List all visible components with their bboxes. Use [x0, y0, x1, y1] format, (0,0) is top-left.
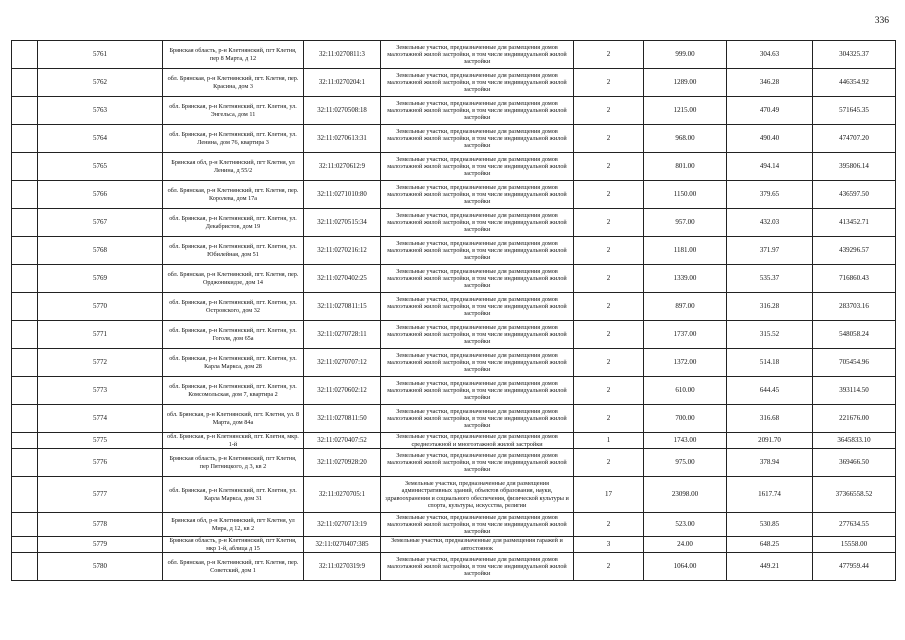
cadastral-value-cell: 436597.50: [813, 181, 896, 209]
unit-value-cell: 648.25: [727, 537, 813, 553]
land-use-cell: Земельные участки, предназначенные для размещения домов малоэтажной жилой застройки, в том числе индивидуальной жилой застройки: [381, 405, 574, 433]
blank-cell: [12, 41, 38, 69]
blank-cell: [12, 433, 38, 449]
cadastral-number-cell: 32:11:0270216:12: [304, 237, 381, 265]
land-use-cell: Земельные участки, предназначенные для размещения домов малоэтажной жилой застройки, в том числе индивидуальной жилой застройки: [381, 181, 574, 209]
area-cell: 700.00: [644, 405, 727, 433]
blank-cell: [12, 405, 38, 433]
row-number: 5776: [38, 449, 163, 477]
unit-value-cell: 304.63: [727, 41, 813, 69]
cadastral-value-cell: 548058.24: [813, 321, 896, 349]
address-cell: обл. Брянская, р-н Клетнянский, пгт. Клетня, ул. Карла Маркса, дом 28: [163, 349, 304, 377]
cadastral-value-cell: 446354.92: [813, 69, 896, 97]
land-use-cell: Земельные участки, предназначенные для размещения домов малоэтажной жилой застройки, в том числе индивидуальной жилой застройки: [381, 69, 574, 97]
table-row: [12, 125, 896, 153]
land-use-cell: Земельные участки, предназначенные для размещения домов малоэтажной жилой застройки, в том числе индивидуальной жилой застройки: [381, 265, 574, 293]
area-cell: 1289.00: [644, 69, 727, 97]
group-code-cell: 17: [574, 477, 644, 513]
table-row: [12, 405, 896, 433]
unit-value-cell: 514.18: [727, 349, 813, 377]
table-row: [12, 209, 896, 237]
cadastral-number-cell: 32:11:0270402:25: [304, 265, 381, 293]
address-cell: Брянская область, р-н Клетнянский, пгт Клетня, пер 8 Марта, д 12: [163, 41, 304, 69]
table-row: [12, 41, 896, 69]
unit-value-cell: 535.37: [727, 265, 813, 293]
area-cell: 23098.00: [644, 477, 727, 513]
land-use-cell: Земельные участки, предназначенные для размещения домов среднеэтажной и многоэтажной жилой застройки: [381, 433, 574, 449]
unit-value-cell: 449.21: [727, 553, 813, 581]
table-row: [12, 181, 896, 209]
group-code-cell: 2: [574, 349, 644, 377]
area-cell: 1339.00: [644, 265, 727, 293]
group-code-cell: 2: [574, 97, 644, 125]
land-use-cell: Земельные участки, предназначенные для размещения домов малоэтажной жилой застройки, в том числе индивидуальной жилой застройки: [381, 321, 574, 349]
land-use-cell: Земельные участки, предназначенные для размещения домов малоэтажной жилой застройки, в том числе индивидуальной жилой застройки: [381, 377, 574, 405]
address-cell: обл. Брянская, р-н Клетнянский, пгт. Клетня, пер. Советский, дом 1: [163, 553, 304, 581]
cadastral-number-cell: 32:11:0270613:31: [304, 125, 381, 153]
row-number: 5761: [38, 41, 163, 69]
blank-cell: [12, 125, 38, 153]
group-code-cell: 2: [574, 237, 644, 265]
land-use-cell: Земельные участки, предназначенные для размещения домов малоэтажной жилой застройки, в том числе индивидуальной жилой застройки: [381, 209, 574, 237]
group-code-cell: 2: [574, 293, 644, 321]
land-use-cell: Земельные участки, предназначенные для размещения домов малоэтажной жилой застройки, в том числе индивидуальной жилой застройки: [381, 237, 574, 265]
area-cell: 801.00: [644, 153, 727, 181]
land-registry-table: [11, 40, 896, 581]
table-row: [12, 349, 896, 377]
blank-cell: [12, 449, 38, 477]
land-use-cell: Земельные участки, предназначенные для размещения гаражей и автостоянок: [381, 537, 574, 553]
area-cell: 1372.00: [644, 349, 727, 377]
blank-cell: [12, 237, 38, 265]
row-number: 5770: [38, 293, 163, 321]
address-cell: обл. Брянская, р-н Клетнянский, пгт. Клетня, ул. Островского, дом 32: [163, 293, 304, 321]
row-number: 5762: [38, 69, 163, 97]
cadastral-number-cell: 32:11:0270508:18: [304, 97, 381, 125]
address-cell: обл. Брянская, р-н Клетнянский, пгт. Клетня, ул. Юбилейная, дом 51: [163, 237, 304, 265]
blank-cell: [12, 265, 38, 293]
area-cell: 523.00: [644, 513, 727, 537]
row-number: 5773: [38, 377, 163, 405]
page-number: 336: [874, 16, 889, 26]
unit-value-cell: 494.14: [727, 153, 813, 181]
unit-value-cell: 530.85: [727, 513, 813, 537]
group-code-cell: 1: [574, 433, 644, 449]
group-code-cell: 2: [574, 405, 644, 433]
cadastral-number-cell: 32:11:0270707:12: [304, 349, 381, 377]
row-number: 5775: [38, 433, 163, 449]
address-cell: Брянская обл, р-н Клетнянский, пгт Клетня, ул Мира, д 12, кв 2: [163, 513, 304, 537]
area-cell: 1181.00: [644, 237, 727, 265]
blank-cell: [12, 321, 38, 349]
unit-value-cell: 490.40: [727, 125, 813, 153]
area-cell: 968.00: [644, 125, 727, 153]
land-use-cell: Земельные участки, предназначенные для размещения домов малоэтажной жилой застройки, в том числе индивидуальной жилой застройки: [381, 125, 574, 153]
cadastral-value-cell: 705454.96: [813, 349, 896, 377]
cadastral-number-cell: 32:11:0270928:20: [304, 449, 381, 477]
table-row: [12, 537, 896, 553]
cadastral-value-cell: 413452.71: [813, 209, 896, 237]
cadastral-value-cell: 477959.44: [813, 553, 896, 581]
table-row: [12, 265, 896, 293]
cadastral-number-cell: 32:11:0270407:385: [304, 537, 381, 553]
group-code-cell: 2: [574, 125, 644, 153]
cadastral-value-cell: 283703.16: [813, 293, 896, 321]
group-code-cell: 2: [574, 181, 644, 209]
cadastral-value-cell: 716860.43: [813, 265, 896, 293]
unit-value-cell: 644.45: [727, 377, 813, 405]
unit-value-cell: 346.28: [727, 69, 813, 97]
area-cell: 957.00: [644, 209, 727, 237]
cadastral-number-cell: 32:11:0270612:9: [304, 153, 381, 181]
area-cell: 1150.00: [644, 181, 727, 209]
cadastral-value-cell: 369466.50: [813, 449, 896, 477]
row-number: 5767: [38, 209, 163, 237]
row-number: 5778: [38, 513, 163, 537]
table-row: [12, 477, 896, 513]
area-cell: 999.00: [644, 41, 727, 69]
cadastral-value-cell: 571645.35: [813, 97, 896, 125]
blank-cell: [12, 69, 38, 97]
area-cell: 24.00: [644, 537, 727, 553]
cadastral-number-cell: 32:11:0271010:80: [304, 181, 381, 209]
unit-value-cell: 2091.70: [727, 433, 813, 449]
table-row: [12, 433, 896, 449]
unit-value-cell: 371.97: [727, 237, 813, 265]
cadastral-value-cell: 395806.14: [813, 153, 896, 181]
land-use-cell: Земельные участки, предназначенные для размещения административных зданий, объектов образования, науки, здравоохранения и социального обеспечения, физической культуры и спорта, культуры, искусства, религии: [381, 477, 574, 513]
address-cell: обл. Брянская, р-н Клетнянский, пгт. Клетня, ул. Ленина, дом 76, квартира 3: [163, 125, 304, 153]
cadastral-number-cell: 32:11:0270811:50: [304, 405, 381, 433]
land-use-cell: Земельные участки, предназначенные для размещения домов малоэтажной жилой застройки, в том числе индивидуальной жилой застройки: [381, 153, 574, 181]
blank-cell: [12, 513, 38, 537]
table-row: [12, 377, 896, 405]
address-cell: обл. Брянская, р-н Клетнянский, пгт. Клетня, пер. Орджоникидзе, дом 14: [163, 265, 304, 293]
unit-value-cell: 432.03: [727, 209, 813, 237]
address-cell: обл. Брянская, р-н Клетнянский, пгт. Клетня, ул. Энгельса, дом 11: [163, 97, 304, 125]
blank-cell: [12, 209, 38, 237]
cadastral-value-cell: 304325.37: [813, 41, 896, 69]
blank-cell: [12, 553, 38, 581]
blank-cell: [12, 349, 38, 377]
unit-value-cell: 316.68: [727, 405, 813, 433]
group-code-cell: 2: [574, 321, 644, 349]
blank-cell: [12, 377, 38, 405]
cadastral-number-cell: 32:11:0270811:15: [304, 293, 381, 321]
table-row: [12, 237, 896, 265]
land-use-cell: Земельные участки, предназначенные для размещения домов малоэтажной жилой застройки, в том числе индивидуальной жилой застройки: [381, 293, 574, 321]
address-cell: обл. Брянская, р-н Клетнянский, пгт. Клетня, ул. Гоголя, дом 65а: [163, 321, 304, 349]
row-number: 5763: [38, 97, 163, 125]
address-cell: обл. Брянская, р-н Клетнянский, пгт. Клетня, ул. Карла Маркса, дом 31: [163, 477, 304, 513]
row-number: 5780: [38, 553, 163, 581]
table-body: [12, 41, 896, 581]
blank-cell: [12, 477, 38, 513]
cadastral-value-cell: 221676.00: [813, 405, 896, 433]
land-use-cell: Земельные участки, предназначенные для размещения домов малоэтажной жилой застройки, в том числе индивидуальной жилой застройки: [381, 449, 574, 477]
address-cell: обл. Брянская, р-н Клетнянский, пгт. Клетня, пер. Красина, дом 3: [163, 69, 304, 97]
group-code-cell: 3: [574, 537, 644, 553]
group-code-cell: 2: [574, 377, 644, 405]
group-code-cell: 2: [574, 513, 644, 537]
table-row: [12, 69, 896, 97]
address-cell: обл. Брянская, р-н Клетнянский, пгт. Клетня, пер. Королева, дом 17а: [163, 181, 304, 209]
row-number: 5777: [38, 477, 163, 513]
row-number: 5766: [38, 181, 163, 209]
table-row: [12, 553, 896, 581]
blank-cell: [12, 153, 38, 181]
unit-value-cell: 470.49: [727, 97, 813, 125]
address-cell: Брянская область, р-н Клетнянский, пгт Клетня, мкр 1-й, аблица д 15: [163, 537, 304, 553]
group-code-cell: 2: [574, 69, 644, 97]
cadastral-value-cell: 15558.00: [813, 537, 896, 553]
row-number: 5764: [38, 125, 163, 153]
group-code-cell: 2: [574, 209, 644, 237]
row-number: 5769: [38, 265, 163, 293]
group-code-cell: 2: [574, 265, 644, 293]
unit-value-cell: 316.28: [727, 293, 813, 321]
address-cell: Брянская обл, р-н Клетнянский, пгт Клетня, ул Ленина, д 55/2: [163, 153, 304, 181]
cadastral-number-cell: 32:11:0270811:3: [304, 41, 381, 69]
unit-value-cell: 379.65: [727, 181, 813, 209]
group-code-cell: 2: [574, 449, 644, 477]
cadastral-value-cell: 393114.50: [813, 377, 896, 405]
area-cell: 897.00: [644, 293, 727, 321]
area-cell: 1064.00: [644, 553, 727, 581]
address-cell: обл. Брянская, р-н Клетнянский, пгт. Клетня, мкр. 1-й: [163, 433, 304, 449]
cadastral-number-cell: 32:11:0270319:9: [304, 553, 381, 581]
table-row: [12, 449, 896, 477]
blank-cell: [12, 97, 38, 125]
cadastral-number-cell: 32:11:0270713:19: [304, 513, 381, 537]
cadastral-number-cell: 32:11:0270728:11: [304, 321, 381, 349]
table-row: [12, 513, 896, 537]
table-row: [12, 293, 896, 321]
unit-value-cell: 378.94: [727, 449, 813, 477]
cadastral-number-cell: 32:11:0270602:12: [304, 377, 381, 405]
land-use-cell: Земельные участки, предназначенные для размещения домов малоэтажной жилой застройки, в том числе индивидуальной жилой застройки: [381, 553, 574, 581]
blank-cell: [12, 181, 38, 209]
address-cell: обл. Брянская, р-н Клетнянский, пгт. Клетня, ул. Комсомольская, дом 7, квартира 2: [163, 377, 304, 405]
cadastral-number-cell: 32:11:0270515:34: [304, 209, 381, 237]
group-code-cell: 2: [574, 553, 644, 581]
address-cell: Брянская область, р-н Клетнянский, пгт Клетня, пер Пятницкого, д 3, кв 2: [163, 449, 304, 477]
area-cell: 610.00: [644, 377, 727, 405]
unit-value-cell: 1617.74: [727, 477, 813, 513]
table-row: [12, 153, 896, 181]
blank-cell: [12, 293, 38, 321]
area-cell: 975.00: [644, 449, 727, 477]
row-number: 5768: [38, 237, 163, 265]
address-cell: обл. Брянская, р-н Клетнянский, пгт. Клетня, ул. Декабристов, дом 19: [163, 209, 304, 237]
row-number: 5772: [38, 349, 163, 377]
land-use-cell: Земельные участки, предназначенные для размещения домов малоэтажной жилой застройки, в том числе индивидуальной жилой застройки: [381, 41, 574, 69]
land-use-cell: Земельные участки, предназначенные для размещения домов малоэтажной жилой застройки, в том числе индивидуальной жилой застройки: [381, 97, 574, 125]
cadastral-value-cell: 3645833.10: [813, 433, 896, 449]
land-use-cell: Земельные участки, предназначенные для размещения домов малоэтажной жилой застройки, в том числе индивидуальной жилой застройки: [381, 513, 574, 537]
cadastral-value-cell: 37366558.52: [813, 477, 896, 513]
cadastral-number-cell: 32:11:0270407:52: [304, 433, 381, 449]
cadastral-number-cell: 32:11:0270705:1: [304, 477, 381, 513]
cadastral-number-cell: 32:11:0270204:1: [304, 69, 381, 97]
land-use-cell: Земельные участки, предназначенные для размещения домов малоэтажной жилой застройки, в том числе индивидуальной жилой застройки: [381, 349, 574, 377]
row-number: 5774: [38, 405, 163, 433]
cadastral-value-cell: 474707.20: [813, 125, 896, 153]
row-number: 5771: [38, 321, 163, 349]
row-number: 5779: [38, 537, 163, 553]
group-code-cell: 2: [574, 153, 644, 181]
table-row: [12, 321, 896, 349]
table-row: [12, 97, 896, 125]
address-cell: обл. Брянская, р-н Клетнянский, пгт. Клетня, ул. 8 Марта, дом 84а: [163, 405, 304, 433]
blank-cell: [12, 537, 38, 553]
area-cell: 1743.00: [644, 433, 727, 449]
unit-value-cell: 315.52: [727, 321, 813, 349]
group-code-cell: 2: [574, 41, 644, 69]
cadastral-value-cell: 439296.57: [813, 237, 896, 265]
area-cell: 1737.00: [644, 321, 727, 349]
area-cell: 1215.00: [644, 97, 727, 125]
cadastral-value-cell: 277634.55: [813, 513, 896, 537]
row-number: 5765: [38, 153, 163, 181]
